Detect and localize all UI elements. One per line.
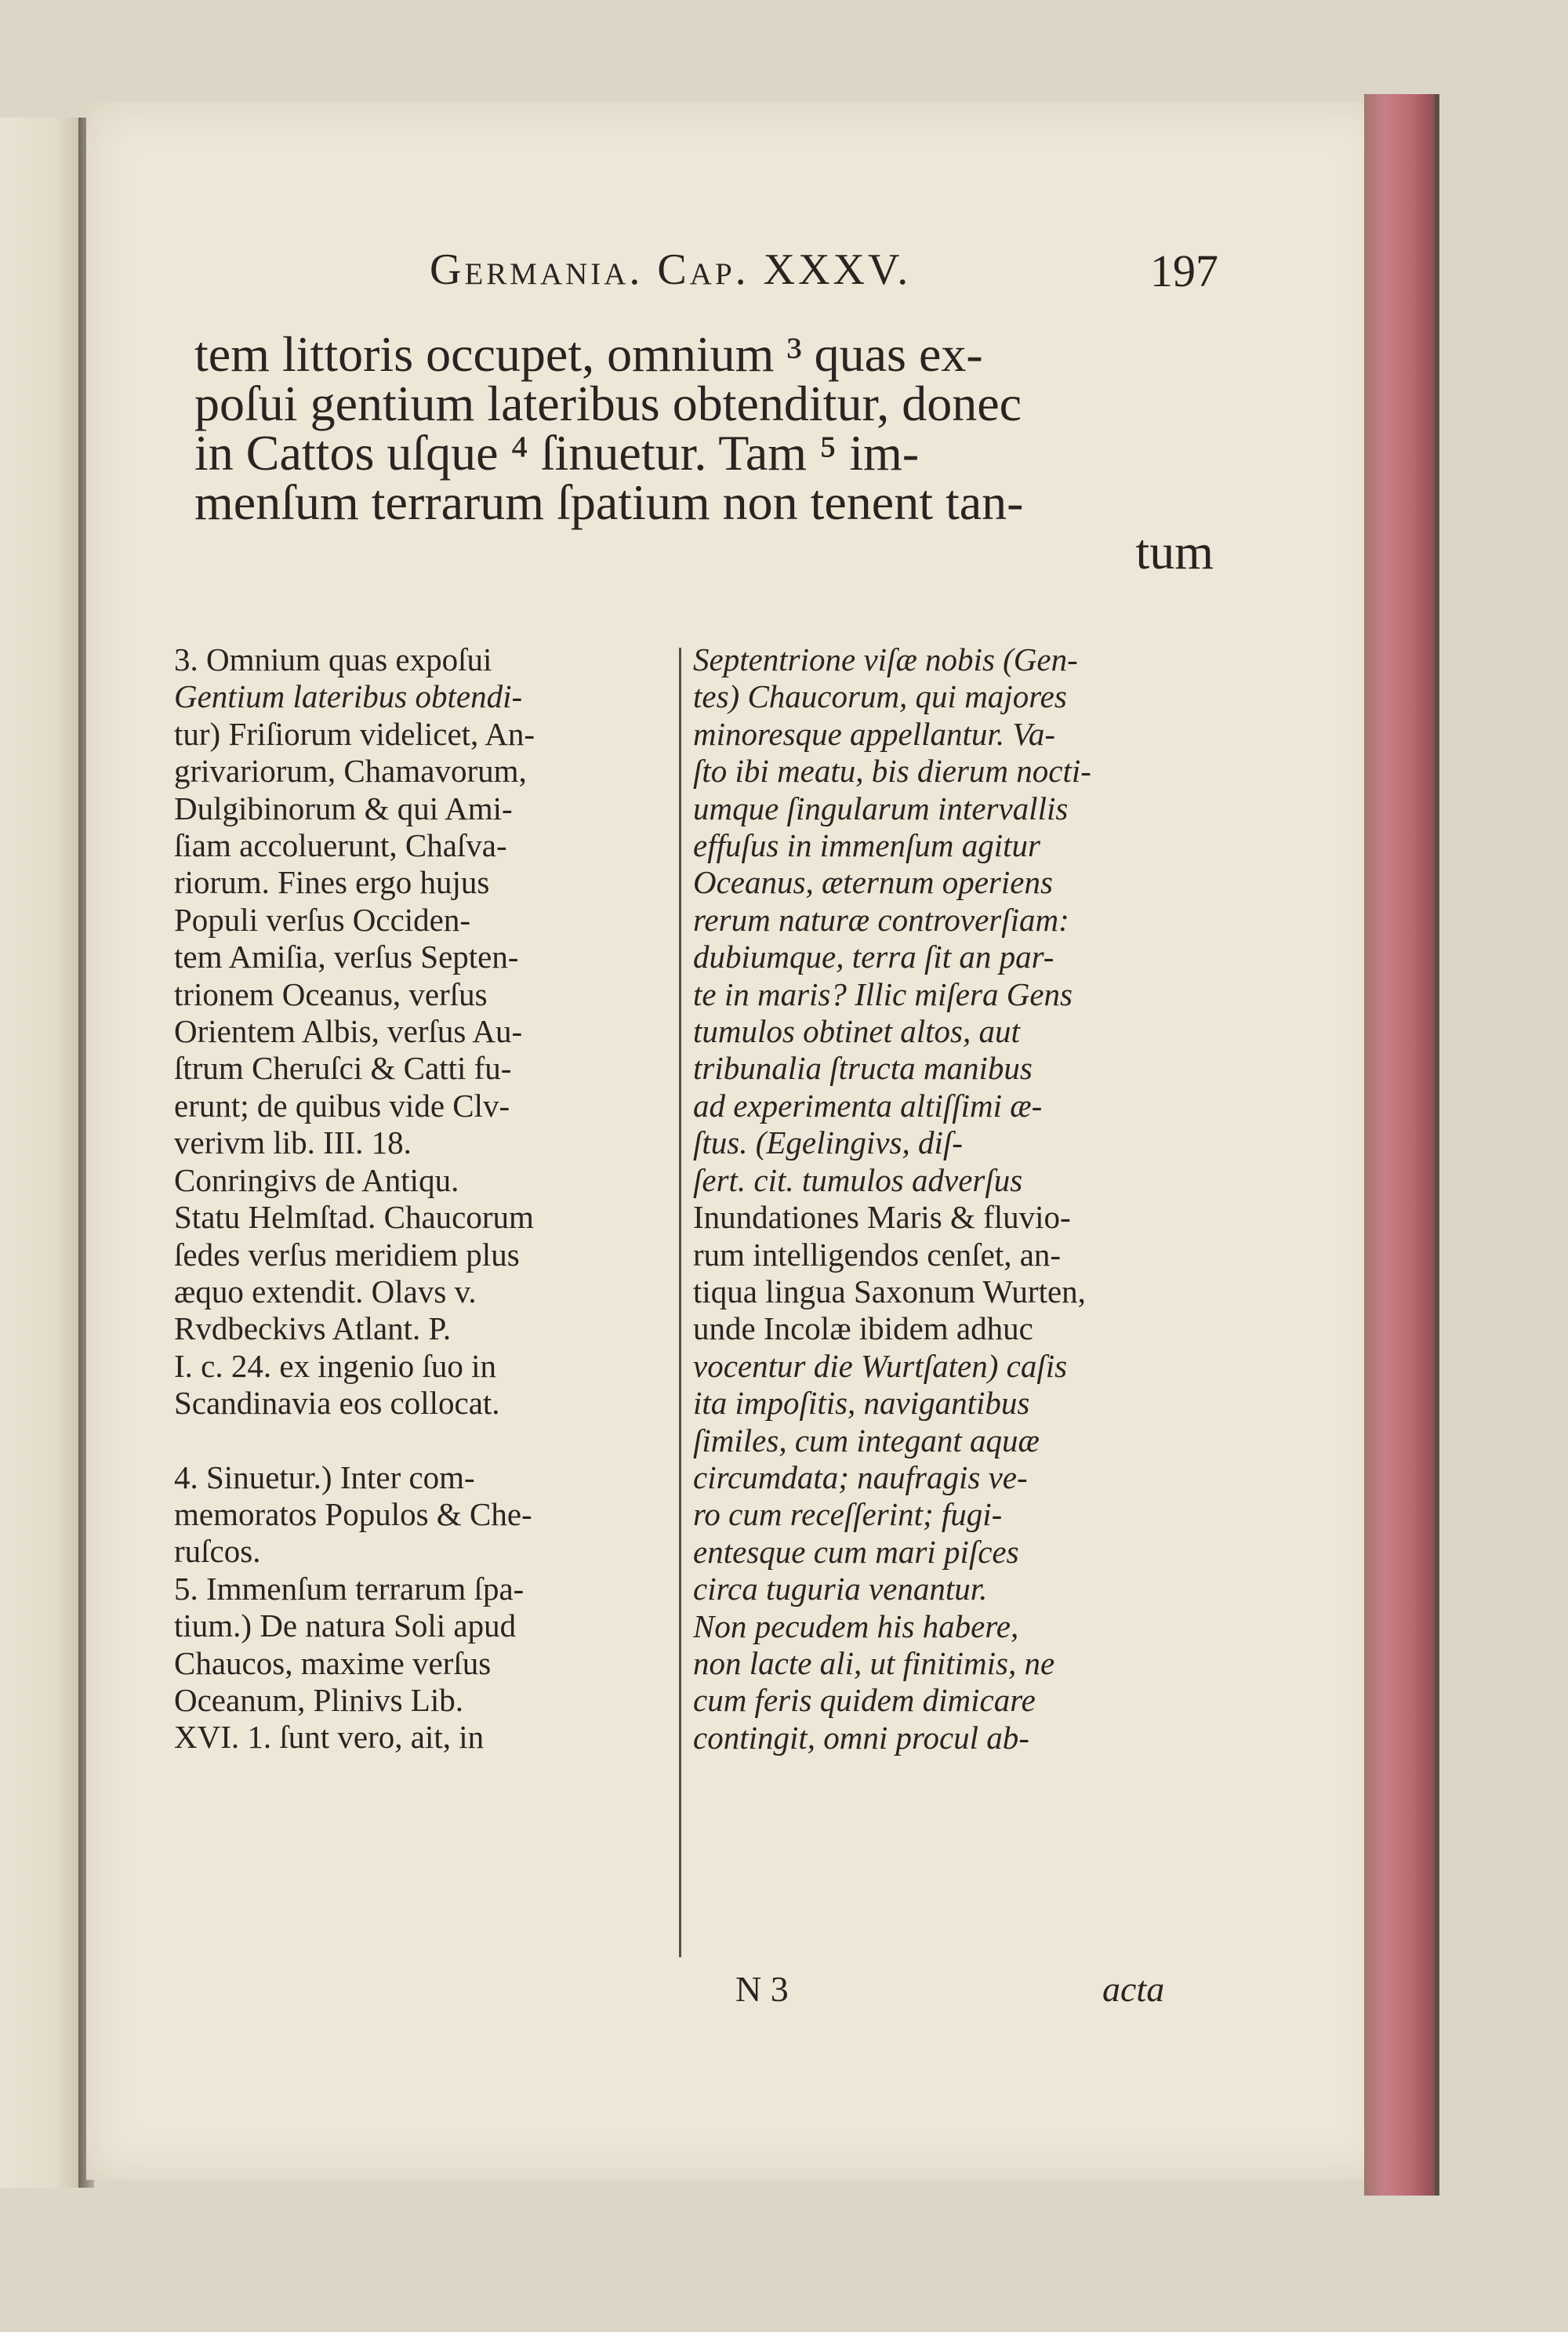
note-line: Rvdbeckivs Atlant. P. (174, 1310, 452, 1347)
note-line: cum feris quidem dimicare (693, 1682, 1036, 1719)
note-line: æquo extendit. Olavs v. (174, 1273, 477, 1309)
main-line: tem littoris occupet, omnium ³ quas ex- (194, 326, 983, 382)
note-line: ad experimenta altiſſimi æ- (693, 1087, 1043, 1124)
note-line: effuſus in immenſum agitur (693, 827, 1041, 864)
note-line: entesque cum mari piſces (693, 1533, 1019, 1570)
note-line: grivariorum, Chamavorum, (174, 753, 527, 790)
note-line: tribunalia ſtructa manibus (693, 1050, 1033, 1087)
note-line: ruſcos. (174, 1533, 261, 1570)
note-line: 4. Sinuetur.) Inter com- (174, 1458, 475, 1495)
note-line: XVI. 1. ſunt vero, ait, in (174, 1719, 485, 1756)
note-line: Septentrione viſæ nobis (Gen- (693, 641, 1078, 677)
page-number: 197 (1150, 245, 1218, 296)
note-line: circumdata; naufragis ve- (693, 1458, 1028, 1495)
notes-left-column (174, 641, 671, 1756)
note-line: verivm lib. III. 18. (174, 1124, 412, 1161)
note-line: tur) Friſiorum videlicet, An- (174, 715, 535, 752)
note-line: Gentium lateribus obtendi- (174, 678, 523, 715)
note-line: I. c. 24. ex ingenio ſuo in (174, 1347, 497, 1384)
note-line: Oceanum, Plinivs Lib. (174, 1681, 463, 1718)
note-line: Oceanus, æternum operiens (693, 864, 1053, 901)
note-line: umque ſingularum intervallis (693, 790, 1069, 826)
running-header (194, 245, 1218, 323)
note-line: Inundationes Maris & fluvio- (693, 1199, 1071, 1236)
note-line: ſtus. (Egelingivs, diſ- (693, 1124, 963, 1161)
note-line: ſert. cit. tumulos adverſus (693, 1161, 1023, 1198)
note-line: memoratos Populos & Che- (174, 1495, 532, 1532)
note-line: minoresque appellantur. Va- (693, 715, 1055, 752)
note-line: rum intelligendos cenſet, an- (693, 1236, 1062, 1273)
main-line: in Cattos uſque ⁴ ſinuetur. Tam ⁵ im- (194, 425, 920, 481)
note-line: Non pecudem his habere, (693, 1607, 1019, 1644)
note-line: Populi verſus Occiden- (174, 901, 471, 938)
note-line: circa tuguria venantur. (693, 1571, 988, 1607)
note-line: Orientem Albis, verſus Au- (174, 1013, 523, 1050)
note-line: vocentur die Wurtſaten) caſis (693, 1347, 1068, 1384)
signature-mark: N 3 (735, 1969, 789, 2009)
note-line: Dulgibinorum & qui Ami- (174, 790, 513, 826)
note-line: riorum. Fines ergo hujus (174, 864, 490, 901)
note-line: ſiam accoluerunt, Chaſva- (174, 827, 507, 864)
main-line: poſui gentium lateribus obtenditur, donec (194, 376, 1022, 431)
note-line: ſedes verſus meridiem plus (174, 1236, 520, 1273)
note-line: tumulos obtinet altos, aut (693, 1013, 1020, 1050)
note-line: tium.) De natura Soli apud (174, 1607, 517, 1644)
main-catch-line: tum (1135, 524, 1214, 579)
note-line: Statu Helmſtad. Chaucorum (174, 1199, 534, 1236)
main-line: menſum terrarum ſpatium non tenent tan- (194, 474, 1024, 530)
main-text (194, 326, 1214, 579)
note-line: unde Incolæ ibidem adhuc (693, 1310, 1033, 1347)
running-title: Germania. Cap. XXXV. (430, 245, 912, 294)
note-line: ro cum receſſerint; fugi- (693, 1496, 1003, 1533)
note-line: dubiumque, terra ſit an par- (693, 939, 1054, 975)
note-line: ſto ibi meatu, bis dierum nocti- (693, 753, 1091, 790)
note-line: Chaucos, maxime verſus (174, 1644, 492, 1681)
note-gap (174, 1422, 671, 1459)
note-line: Scandinavia eos collocat. (174, 1385, 500, 1422)
note-line: tiqua lingua Saxonum Wurten, (693, 1273, 1086, 1309)
note-line: ſimiles, cum integant aquæ (693, 1422, 1040, 1458)
note-line: non lacte ali, ut finitimis, ne (693, 1644, 1055, 1681)
note-line: 3. Omnium quas expoſui (174, 641, 492, 677)
note-line: contingit, omni procul ab- (693, 1719, 1029, 1756)
note-line: erunt; de quibus vide Clv- (174, 1087, 510, 1124)
note-line: rerum naturæ controverſiam: (693, 901, 1069, 938)
note-line: ſtrum Cheruſci & Catti fu- (174, 1050, 512, 1087)
notes-right-column (693, 641, 1210, 1756)
note-line: 5. Immenſum terrarum ſpa- (174, 1570, 524, 1607)
facing-page-edge (0, 118, 80, 2188)
catchword: acta (1102, 1969, 1165, 2009)
page-edges-red (1364, 94, 1439, 2196)
note-line: ita impoſitis, navigantibus (693, 1385, 1030, 1422)
note-line: Conringivs de Antiqu. (174, 1161, 459, 1198)
note-line: te in maris? Illic miſera Gens (693, 975, 1073, 1012)
note-line: trionem Oceanus, verſus (174, 975, 488, 1012)
note-line: tes) Chaucorum, qui majores (693, 678, 1067, 715)
column-divider (679, 648, 681, 1957)
note-line: tem Amiſia, verſus Septen- (174, 939, 519, 975)
